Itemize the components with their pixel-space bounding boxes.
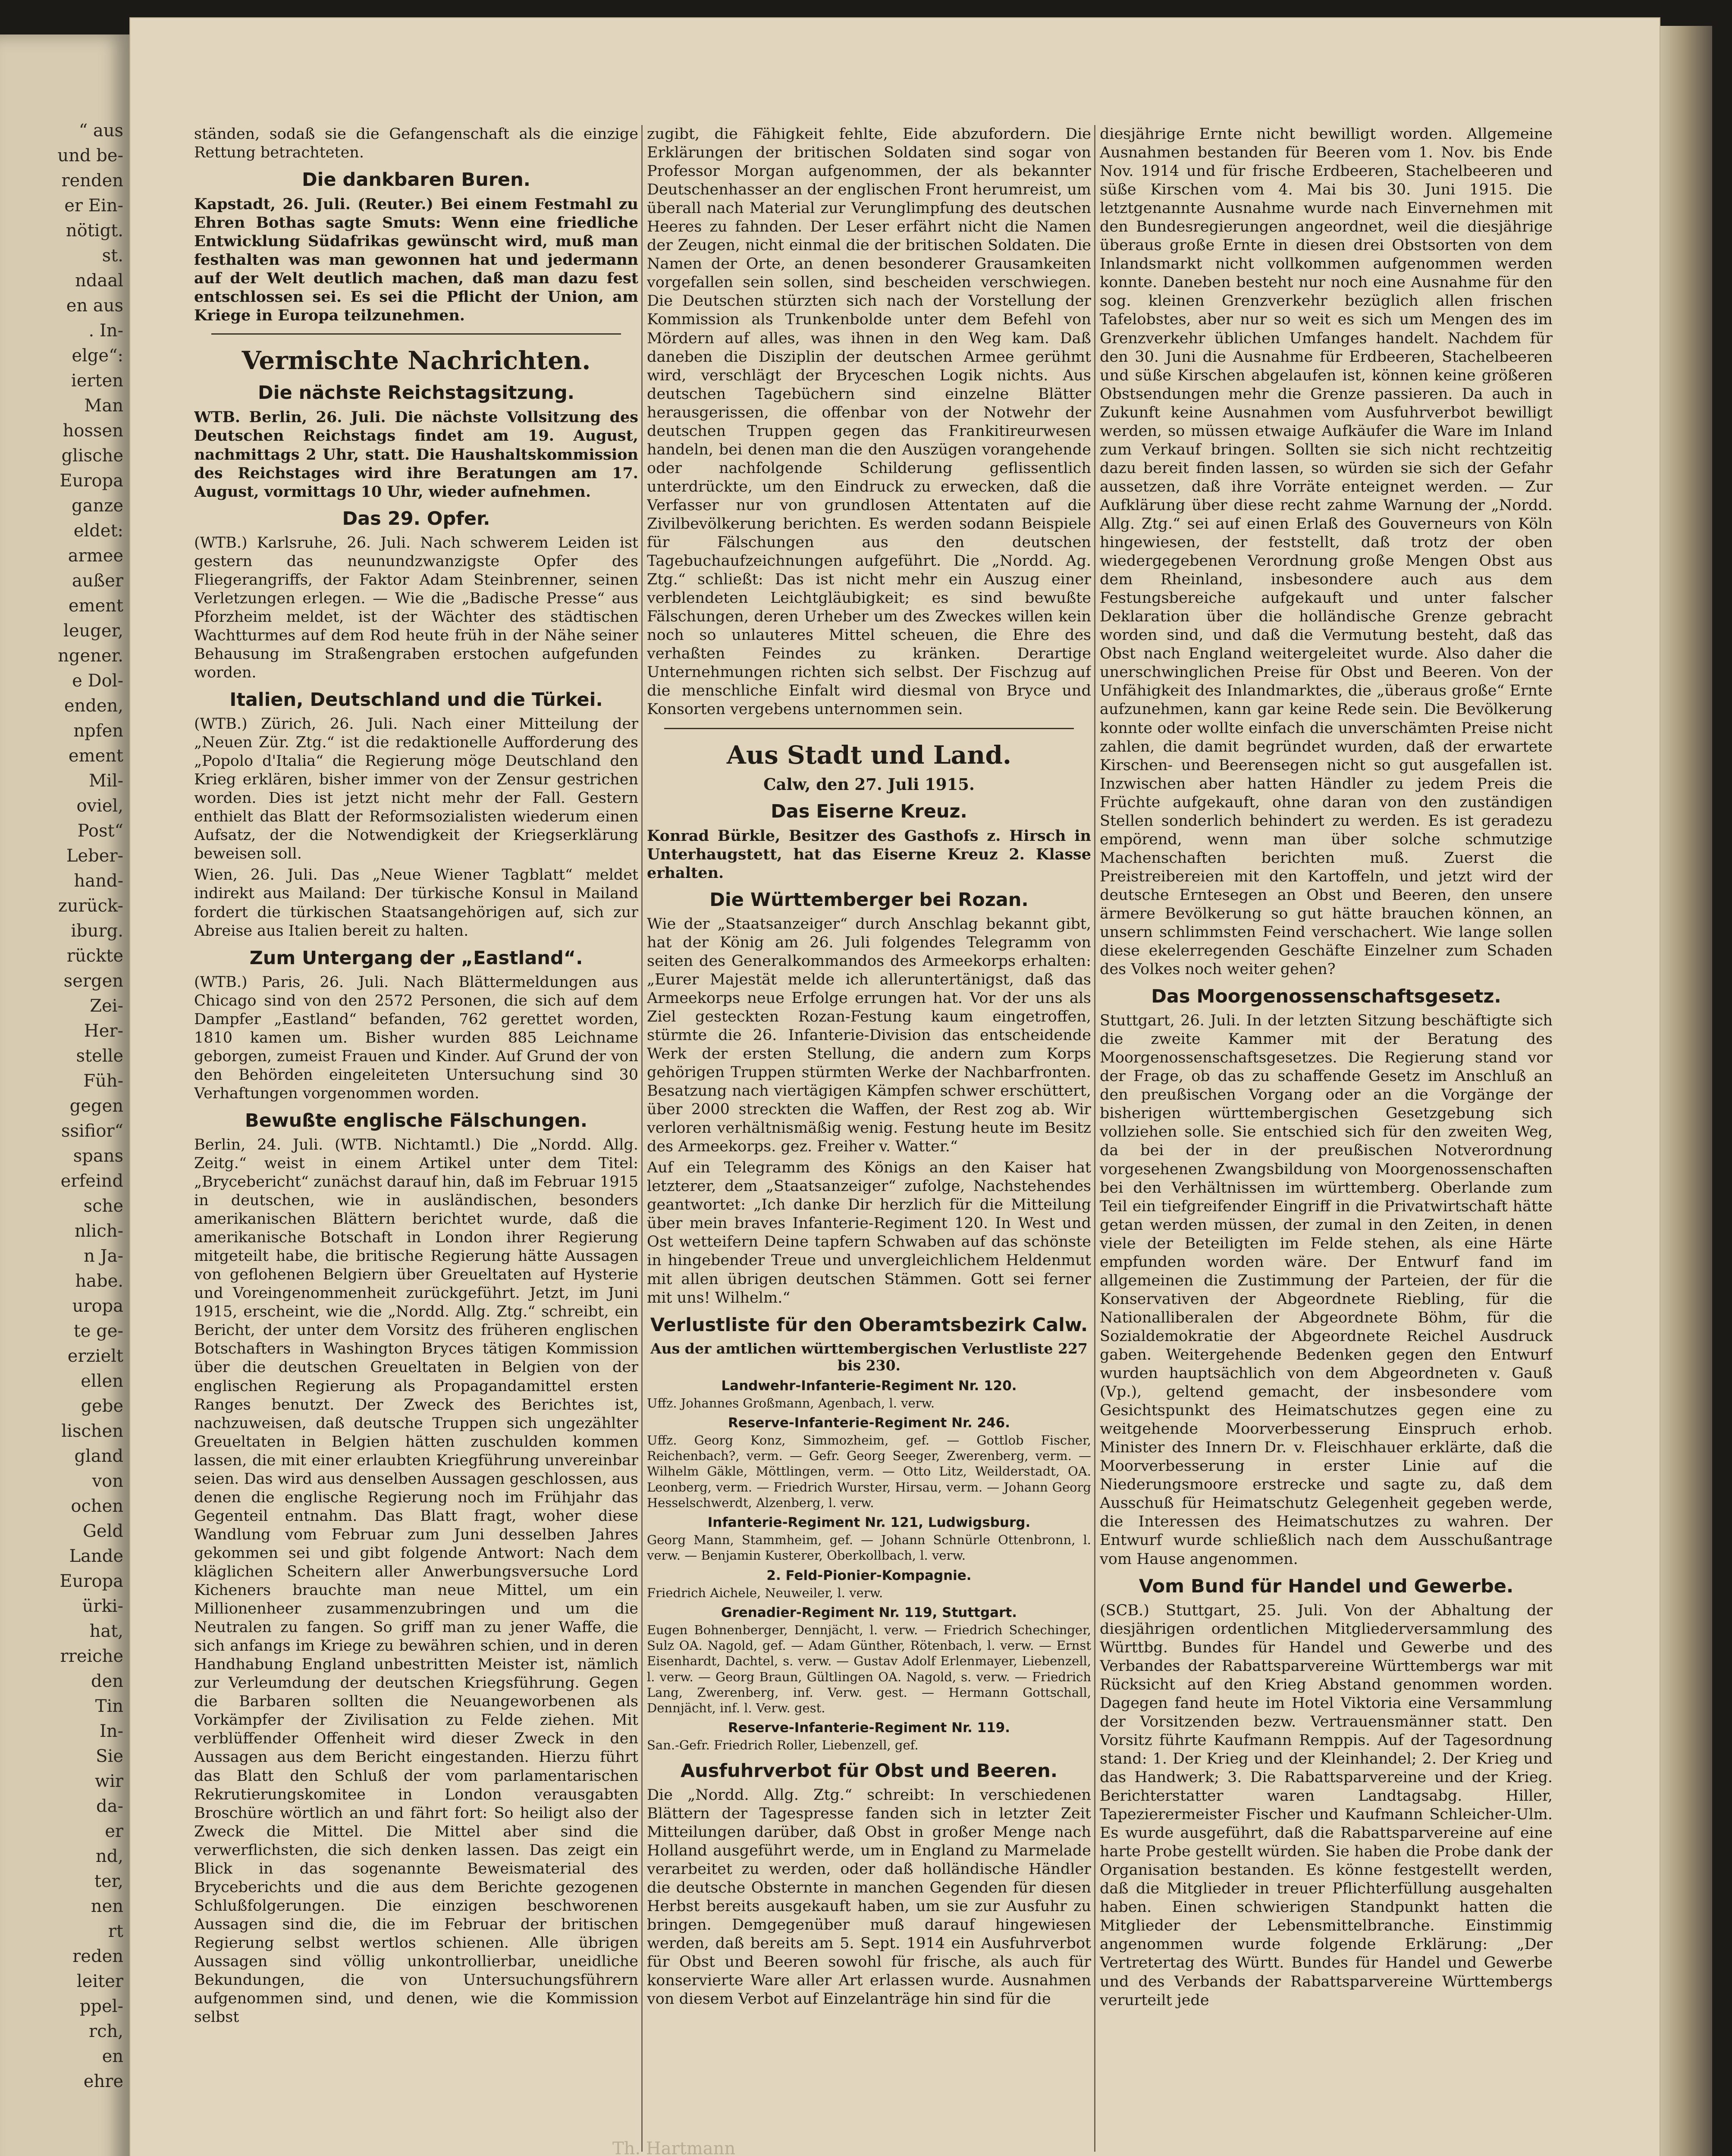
edge-fragment: spans — [73, 1146, 123, 1166]
edge-fragment: npfen — [73, 721, 123, 741]
headline-buren: Die dankbaren Buren. — [301, 169, 531, 191]
edge-fragment: er Ein- — [64, 196, 123, 216]
edge-fragment: Post“ — [77, 821, 123, 841]
edge-fragment: ement — [68, 746, 123, 766]
edge-fragment: rückte — [66, 946, 123, 966]
headline-rozan: Die Württemberger bei Rozan. — [709, 889, 1029, 911]
edge-fragment: den — [91, 1671, 123, 1691]
article-opfer: (WTB.) Karlsruhe, 26. Juli. Nach schwerem Leiden ist gestern das neunundzwanzigste Opfer des Fliegerangriffs, der Faktor Adam Steinbrenner, seinen Verletzungen erlegen. — Wie die „Badische Presse“ aus Pforzheim meldet, ist der Wächter des städtischen Wachtturmes auf dem Rod heute früh in der Nähe seiner Behausung im Straßengraben erstochen aufgefunden worden. — [194, 534, 638, 681]
edge-fragment: wir — [94, 1771, 123, 1791]
edge-fragment: . In- — [88, 321, 123, 341]
article-continuation: diesjährige Ernte nicht bewilligt worden. Allgemeine Ausnahmen bestanden für Beeren vom 1. Nov. bis Ende Nov. 1914 und für frische Erdbeeren, Stachelbeeren und süße Kirschen vom 4. Mai bis 30. Juni 1915. Die letztgenannte Ausnahme wurde nach Einvernehmen mit den Bundesregierungen angeordnet, weil die diesjährige überaus große Ernte in diesen drei Obstsorten von dem Inlandsmarkt nicht vollkommen aufgenommen werden konnte. Daneben besteht nur noch eine Ausnahme für den sog. kleinen Grenzverkehr bezüglich allen frischen Tafelobstes, aber nur so weit es sich um Mengen des im Grenzverkehr üblichen Umfanges handelt. Nachdem für den 30. Juni die Ausnahme für Erdbeeren, Stachelbeeren und süße Kirschen abgelaufen ist, können keine größeren Obstsendungen mehr die Grenze passieren. Da auch in Zukunft keine Ausnahmen vom Ausfuhrverbot bewilligt werden, so müssen etwaige Aufkäufer die Ware im Inland zum Verkauf bringen. Sollten sie sich nicht rechtzeitig dazu bereit finden lassen, so würden sie sich der Gefahr aussetzen, daß ihre Vorräte enteignet werden. — Zur Aufklärung über diese recht zahme Warnung der „Nordd. Allg. Ztg.“ sei auf einen Erlaß des Gouverneurs von Köln hingewiesen, der feststellt, daß trotz der oben wiedergegebenen Verordnung große Mengen Obst aus dem Rheinland, insbesondere auch aus dem Festungsbereiche aufgekauft und unter falscher Deklaration über die holländische Grenze gebracht worden sind, und daß die Vermutung besteht, daß das Obst nach England weitergeleitet wurde. Also daher die unerschwinglichen Preise für Obst und Beeren. Von der Unfähigkeit des Inlandmarktes, die „überaus große“ Ernte aufzunehmen, kann gar keine Rede sein. Die Bevölkerung konnte oder wollte einfach die unverschämten Preise nicht zahlen, die damit begründet wurden, daß der erwartete Kirschen- und Beerensegen nicht so gut ausgefallen ist. Inzwischen aber hatten Händler zu jedem Preis die Früchte aufgekauft, ohne daran von den zuständigen Stellen sonderlich behindert zu werden. Es ist geradezu empörend, wenn man über solche schmutzige Machenschaften berichten muß. Zuerst die Preistreibereien mit den Kartoffeln, und jetzt wird der deutsche Erntesegen an Obst und Beeren, den unsere ärmere Bevölkerung so gut hätte brauchen können, an unsern schlimmsten Feind verschachert. Wie lange sollen diese ekelerregenden Geschäfte Einzelner zum Schaden des Volkes noch weiter gehen? — [1100, 125, 1553, 978]
edge-fragment: hand- — [74, 871, 123, 891]
edge-fragment: nd, — [95, 1846, 123, 1866]
edge-fragment: ter, — [94, 1871, 123, 1891]
section-divider — [664, 728, 1074, 729]
edge-fragment: “ aus — [78, 121, 123, 141]
page-edge — [1660, 26, 1712, 2156]
edge-fragment: ehre — [83, 2071, 123, 2091]
article-ausfuhrverbot: Die „Nordd. Allg. Ztg.“ schreibt: In verschiedenen Blättern der Tagespresse fanden sich in letzter Zeit Mitteilungen darüber, daß Obst in großer Menge nach Holland ausgeführt werde, um in England zu Marmelade verarbeitet zu werden, oder daß holländische Händler die deutsche Obsternte in manchen Gegenden für diesen Herbst bereits ausgekauft haben, um sie zur Ausfuhr zu bringen. Demgegenüber muß darauf hingewiesen werden, daß bereits am 5. Sept. 1914 ein Ausfuhrverbot für Obst und Beeren sowohl für frische, als auch für konservierte Ware aller Art erlassen wurde. Ausnahmen von diesem Verbot auf Einzelanträge hin sind für die — [647, 1786, 1091, 2008]
casualty-list: Friedrich Aichele, Neuweiler, l. verw. — [647, 1585, 883, 1600]
edge-fragment: Füh- — [83, 1071, 123, 1091]
edge-fragment: Europa — [60, 471, 123, 491]
article-moorgenossenschaft: Stuttgart, 26. Juli. In der letzten Sitzung beschäftigte sich die zweite Kammer mit der Beratung des Moorgenossenschaftsgesetzes. Die Regierung stand vor der Frage, ob das zu schaffende Gesetz im Anschluß an den preußischen Vorgang oder an die Vorgänge der bisherigen württembergischen Gesetzgebung sich vollziehen solle. Sie entschied sich für den zweiten Weg, da bei der in der preußischen Notverordnung vorgesehenen Zwangsbildung von Moorgenossenschaften bei den Verhältnissen im württemberg. Oberlande zum Teil ein tiefgreifender Eingriff in die Privatwirtschaft hätte getan werden müssen, der zumal in den Zeiten, in denen viele der Beteiligten im Felde stehen, als eine Härte empfunden worden wäre. Der Entwurf fand im allgemeinen die Zustimmung der Parteien, der für die Konservativen der Abgeordnete Riebling, für die Nationalliberalen der Abgeordnete Böhm, für die Sozialdemokratie der Abgeordnete Reichel Ausdruck gaben. Weitergehende Bedenken gegen den Entwurf wurden hauptsächlich von dem Abgeordneten v. Gauß (Vp.), geltend gemacht, der insbesondere vom Gesichtspunkt des Heimatschutzes gegen eine zu weitgehende Moorverbesserung Einspruch erhob. Minister des Innern Dr. v. Fleischhauer erklärte, daß die Moorverbesserung in erster Linie auf die Niederungsmoore erstrecke und sagte zu, daß dem Ausschuß für Heimatschutz Gelegenheit gegeben werde, die Interessen des Heimatschutzes zu wahren. Der Entwurf wurde schließlich nach dem Ausschußantrage vom Hause angenommen. — [1100, 1012, 1553, 1568]
edge-fragment: ppel- — [79, 1996, 123, 2016]
edge-fragment: und be- — [57, 146, 123, 166]
section-title-stadt-und-land: Aus Stadt und Land. — [726, 740, 1012, 770]
previous-page-edge — [0, 34, 129, 2156]
edge-fragment: sergen — [63, 971, 123, 991]
edge-fragment: hossen — [63, 421, 123, 441]
edge-fragment: rreiche — [60, 1646, 123, 1666]
headline-bund-handel: Vom Bund für Handel und Gewerbe. — [1139, 1575, 1514, 1597]
casualty-list: Eugen Bohnenberger, Dennjächt, l. verw. — Friedrich Schechinger, Sulz OA. Nagold, gef. — Adam Günther, Rötenbach, l. verw. — Ernst Eisenhardt, Dachtel, s. verw. — Gustav Adolf Erlenmayer, Liebenzell, l. verw. — Georg Braun, Gültlingen OA. Nagold, s. verw. — Friedrich Lang, Zwerenberg, inf. Verw. gest. — Hermann Gottschall, Dennjächt, inf. l. Verw. gest. — [647, 1622, 1091, 1716]
section-divider — [211, 333, 621, 335]
article-faelschungen: Berlin, 24. Juli. (WTB. Nichtamtl.) Die „Nordd. Allg. Zeitg.“ weist in einem Artikel unter dem Titel: „Brycebericht“ zunächst darauf hin, daß im Februar 1915 in deutschen, wie in ausländischen, besonders amerikanischen Blättern berichtet wurde, daß die amerikanische Botschaft in London ihrer Regierung mitgeteilt habe, die britische Regierung hätte Aussagen von geflohenen Belgiern über Greueltaten auf Hysterie und Voreingenommenheit zurückgeführt. Jetzt, im Juni 1915, erscheint, wie die „Nordd. Allg. Ztg.“ schreibt, ein Bericht, der unter dem Vorsitz des früheren englischen Botschafters in Washington Bryces tätigen Kommission über die deutschen Greueltaten in Belgien von der englischen Regierung als Propagandamittel ersten Ranges benutzt. Der Zweck des Berichtes ist, nachzuweisen, daß deutsche Truppen sich ungezählter Greueltaten in Belgien hätten zuschulden kommen lassen, die mit einer erlaubten Kriegführung unvereinbar seien. Das wird aus denselben Aussagen geschlossen, aus denen die englische Regierung noch im Frühjahr das Gegenteil entnahm. Das Blatt fragt, woher diese Wandlung vom Februar zum Juni desselben Jahres gekommen sei und gibt folgende Antwort: Nach dem kläglichen Scheitern aller Anwerbungsversuche Lord Kicheners brauchte man neue Mittel, um ein Millionenheer zusammenzubringen und um die Neutralen zu fangen. So griff man zu jener Waffe, die sich anfangs im Kriege zu bewähren schien, und in deren Handhabung England unbestritten Meister ist, nämlich zur Verleumdung der deutschen Kriegsführung. Gegen die Barbaren sollten die Neuangeworbenen als Vorkämpfer der Zivilisation zu Felde ziehen. Mit verblüffender Offenheit wird dieser Zweck in den Aussagen aus dem Bericht eingestanden. Hierzu führt das Blatt den Schluß der vom parlamentarischen Rekrutierungskomitee in London verausgabten Broschüre wörtlich an und fährt fort: So heiligt also der Zweck die Mittel. Die Mittel aber sind die verwerflichsten, die sich denken lassen. Das zeigt ein Blick in das sogenannte Beweismaterial des Bryceberichts und die aus dem Berichte gezogenen Schlußfolgerungen. Die einzigen beschworenen Aussagen sind die, die im Februar der britischen Regierung selbst wertlos schienen. Alle übrigen Aussagen sind völlig unkontrollierbar, uneidliche Bekundungen, die von Untersuchungsführern aufgenommen sind, und denen, wie die Kommission selbst — [194, 1136, 638, 2026]
edge-fragment: von — [92, 1471, 123, 1491]
edge-fragment: gebe — [81, 1396, 123, 1416]
headline-eisernes-kreuz: Das Eiserne Kreuz. — [771, 800, 967, 822]
edge-fragment: Leber- — [66, 846, 123, 866]
headline-faelschungen: Bewußte englische Fälschungen. — [245, 1109, 588, 1131]
headline-moorgenossenschaft: Das Moorgenossenschaftsgesetz. — [1151, 986, 1501, 1008]
article-continuation: ständen, sodaß sie die Gefangenschaft als die einzige Rettung betrachteten. — [194, 125, 638, 162]
article-continuation: zugibt, die Fähigkeit fehlte, Eide abzufordern. Die Erklärungen der britischen Soldaten sind sogar von Professor Morgan aufgenommen, der als bekannter Deutschenhasser an der englischen Front herumreist, um überall nach Material zur Verunglimpfung des deutschen Heeres zu fahnden. Der Leser erfährt nicht die Namen der Zeugen, nicht einmal die der britischen Soldaten. Die Namen der Orte, an denen besonderer Grausamkeiten vorgefallen sein sollen, sind bescheiden verschwiegen. Die Deutschen stürzten sich nach der Vorstellung der Kommission als Trunkenbolde unter dem Befehl von Mördern auf alles, was ihnen in den Weg kam. Daß daneben die Disziplin der deutschen Armee gerühmt wird, verschlägt der Bryceschen Logik nichts. Aus deutschen Tagebüchern sind einzelne Blätter herausgerissen, die offenbar von der Notwehr der deutschen Truppen gegen das Frankitireurwesen handeln, bei denen man die den Auszügen vorangehende oder nachfolgende Schilderung geflissentlich unterdrückte, um den Eindruck zu erwecken, daß die Verfasser nur von grundlosen Attentaten auf die Zivilbevölkerung berichten. Es werden sodann Beispiele für Fälschungen aus den deutschen Tagebuchaufzeichnungen aufgeführt. Die „Nordd. Ag. Ztg.“ schließt: Das ist nicht mehr ein Auszug einer verblendeten Leichtgläubigkeit; es sind bewußte Fälschungen, deren Urheber um des Zweckes willen kein noch so unlauteres Mittel scheuen, die Ehre des verhaßten Feindes zu kränken. Derartige Unternehmungen richten sich selbst. Der Fischzug auf die menschliche Einfalt wird diesmal von Bryce und Konsorten vergebens unternommen sein. — [647, 125, 1091, 718]
edge-fragment: nen — [91, 1896, 123, 1916]
edge-fragment: erzielt — [67, 1346, 123, 1366]
edge-fragment: gegen — [69, 1096, 123, 1116]
article-eastland: (WTB.) Paris, 26. Juli. Nach Blättermeldungen aus Chicago sind von den 2572 Personen, die sich auf dem Dampfer „Eastland“ befanden, 762 gerettet worden, 1810 kamen um. Bisher wurden 885 Leichname geborgen, zumeist Frauen und Kinder. Auf Grund der von den Behörden eingeleiteten Untersuchung sind 30 Verhaftungen vorgenommen worden. — [194, 973, 638, 1102]
edge-fragment: uropa — [72, 1296, 123, 1316]
edge-fragment: ssifior“ — [61, 1121, 123, 1141]
edge-fragment: ürki- — [82, 1596, 123, 1616]
edge-fragment: er — [105, 1821, 123, 1841]
edge-fragment: ochen — [71, 1496, 123, 1516]
edge-fragment: Europa — [60, 1571, 123, 1591]
edge-fragment: gland — [74, 1446, 123, 1466]
headline-verlustliste: Verlustliste für den Oberamtsbezirk Calw. — [650, 1314, 1088, 1336]
edge-fragment: e Dol- — [72, 671, 123, 691]
edge-fragment: ellen — [81, 1371, 123, 1391]
edge-fragment: rch, — [89, 2021, 123, 2041]
casualty-list: San.-Gefr. Friedrich Roller, Liebenzell, gef. — [647, 1738, 919, 1753]
edge-fragment: nötigt. — [66, 221, 123, 241]
edge-fragment: st. — [102, 246, 123, 266]
article-reichstag: WTB. Berlin, 26. Juli. Die nächste Vollsitzung des Deutschen Reichstags findet am 19. August, nachmittags 2 Uhr, statt. Die Haushaltskommission des Reichstages wird ihre Beratungen am 17. August, vormittags 10 Uhr, wieder aufnehmen. — [194, 408, 638, 501]
article-italien-2: Wien, 26. Juli. Das „Neue Wiener Tagblatt“ meldet indirekt aus Mailand: Der türkische Konsul in Mailand fordert die türkischen Staatsangehörigen auf, sich zur Abreise aus Italien bereit zu halten. — [194, 866, 638, 940]
edge-fragment: ierten — [71, 371, 123, 391]
article-buren: Kapstadt, 26. Juli. (Reuter.) Bei einem Festmahl zu Ehren Bothas sagte Smuts: Wenn eine friedliche Entwicklung Südafrikas gewünscht wird, muß man festhalten was man gewonnen hat und jedermann auf der Welt deutlich machen, daß man dazu fest entschlossen sei. Es sei die Pflicht der Union, am Kriege in Europa teilzunehmen. — [194, 195, 638, 325]
headline-reichstag: Die nächste Reichstagsitzung. — [258, 382, 574, 404]
article-rozan-2: Auf ein Telegramm des Königs an den Kaiser hat letzterer, dem „Staatsanzeiger“ zufolge, Nachstehendes geantwortet: „Ich danke Dir herzlich für die Mitteilung über mein braves Infanterie-Regiment 120. In West und Ost wetteifern Deine tapfern Schwaben auf das schönste in hingebender Treue und unvergleichlichem Heldenmut mit allen übrigen deutschen Stämmen. Gott sei ferner mit uns! Wilhelm.“ — [647, 1159, 1091, 1307]
edge-fragment: nlich- — [74, 1221, 123, 1241]
edge-fragment: renden — [61, 171, 123, 191]
edge-fragment: ngener. — [58, 646, 123, 666]
casualty-list: Georg Mann, Stammheim, gef. — Johann Schnürle Ottenbronn, l. verw. — Benjamin Kusterer, Oberkollbach, l. verw. — [647, 1532, 1091, 1563]
bleed-through-text: Th. Hartmann — [612, 2139, 736, 2156]
edge-fragment: eldet: — [73, 521, 123, 541]
edge-fragment: en aus — [66, 296, 123, 316]
edge-fragment: iburg. — [71, 921, 123, 941]
column-rule — [641, 125, 643, 2152]
regiment-heading: Landwehr-Infanterie-Regiment Nr. 120. — [721, 1378, 1017, 1394]
column-3 — [1100, 125, 1553, 2156]
edge-fragment: leiter — [76, 1971, 123, 1991]
edge-fragment: n Ja- — [84, 1246, 123, 1266]
headline-eastland: Zum Untergang der „Eastland“. — [249, 947, 583, 969]
edge-fragment: lischen — [61, 1421, 123, 1441]
edge-fragment: enden, — [64, 696, 123, 716]
edge-fragment: Geld — [82, 1521, 123, 1541]
edge-fragment: leuger, — [63, 621, 123, 641]
edge-fragment: Mil- — [88, 771, 123, 791]
article-italien-1: (WTB.) Zürich, 26. Juli. Nach einer Mitteilung der „Neuen Zür. Ztg.“ ist die redaktionelle Aufforderung des „Popolo d'Italia“ die Regierung möge Deutschland den Krieg erklären, bisher immer von der Zensur gestrichen worden. Dies ist jetzt nicht mehr der Fall. Gestern enthielt das Blatt der Reformsozialisten wiederum einen Aufsatz, der die Notwendigkeit der Kriegserklärung beweisen soll. — [194, 715, 638, 863]
regiment-heading: Reserve-Infanterie-Regiment Nr. 246. — [728, 1415, 1010, 1431]
edge-fragment: da- — [96, 1796, 123, 1816]
regiment-heading: Infanterie-Regiment Nr. 121, Ludwigsburg. — [707, 1515, 1031, 1531]
edge-fragment: Tin — [95, 1696, 123, 1716]
edge-fragment: te ge- — [73, 1321, 123, 1341]
column-2 — [647, 125, 1091, 2156]
article-eisernes-kreuz: Konrad Bürkle, Besitzer des Gasthofs z. Hirsch in Unterhaugstett, hat das Eiserne Kreuz 2. Klasse erhalten. — [647, 827, 1091, 882]
edge-fragment: außer — [72, 571, 123, 591]
headline-opfer: Das 29. Opfer. — [342, 508, 490, 530]
edge-fragment: sche — [83, 1196, 123, 1216]
regiment-heading: Reserve-Infanterie-Regiment Nr. 119. — [728, 1720, 1010, 1736]
edge-fragment: rt — [108, 1921, 123, 1941]
newspaper-page — [129, 17, 1660, 2156]
edge-fragment: ndaal — [75, 271, 123, 291]
edge-fragment: zurück- — [58, 896, 123, 916]
article-bund-handel: (SCB.) Stuttgart, 25. Juli. Von der Abhaltung der diesjährigen ordentlichen Mitgliederversammlung des Württbg. Bundes für Handel und Gewerbe und des Verbandes der Rabattsparvereine Württembergs war mit Rücksicht auf den Krieg Abstand genommen worden. Dagegen fand heute im Hotel Viktoria eine Versammlung der Vorsitzenden bezw. Vertrauensmänner statt. Den Vorsitz führte Kaufmann Remppis. Auf der Tagesordnung stand: 1. Der Krieg und der Kleinhandel; 2. Der Krieg und das Handwerk; 3. Die Rabattsparvereine und der Krieg. Berichterstatter waren Landtagsabg. Hiller, Tapezierermeister Fischer und Kaufmann Schleicher-Ulm. Es wurde ausgeführt, daß die Rabattsparvereine auf eine harte Probe gestellt würden. Sie haben die Probe dank der Organisation bestanden. Es könne festgestellt werden, daß die Mitglieder in treuer Pflichterfüllung ausgehalten haben. Einen schwierigen Standpunkt hatten die Mitglieder der Lebensmittelbranche. Einstimmig angenommen wurde folgende Erklärung: „Der Vertretertag des Württ. Bundes für Handel und Gewerbe und des Verbands der Rabattsparvereine Württembergs verurteilt jede — [1100, 1601, 1553, 2009]
edge-fragment: Man — [84, 396, 123, 416]
edge-fragment: In- — [99, 1721, 123, 1741]
edge-fragment: stelle — [76, 1046, 123, 1066]
section-title-vermischte: Vermischte Nachrichten. — [242, 346, 591, 376]
headline-italien: Italien, Deutschland und die Türkei. — [229, 689, 603, 711]
edge-fragment: glische — [61, 446, 123, 466]
edge-fragment: ement — [68, 596, 123, 616]
casualty-list: Uffz. Georg Konz, Simmozheim, gef. — Gottlob Fischer, Reichenbach?, verm. — Gefr. Georg Seeger, Zwerenberg, verm. — Wilhelm Gäkle, Möttlingen, verm. — Otto Litz, Weilderstadt, OA. Leonberg, verm. — Friedrich Wurster, Hirsau, verm. — Johann Georg Hesselschwerdt, Alzenberg, l. verw. — [647, 1432, 1091, 1510]
edge-fragment: oviel, — [76, 796, 123, 816]
edge-fragment: reden — [72, 1946, 123, 1966]
edge-fragment: habe. — [75, 1271, 123, 1291]
article-rozan-1: Wie der „Staatsanzeiger“ durch Anschlag bekannt gibt, hat der König am 26. Juli folgendes Telegramm von seiten des Generalkommandos des Armeekorps erhalten: „Eurer Majestät melde ich alleruntertänigst, daß das Armeekorps neue Erfolge errungen hat. Vor der uns als Ziel gesteckten Rozan-Festung kaum eingetroffen, stürmte die 26. Infanterie-Division das entscheidende Werk der ersten Stellung, die andern zum Korps gehörigen Truppen stürmten Werke der Nachbarfronten. Besatzung nach viertägigen Kämpfen schwer erschüttert, über 2000 streckten die Waffen, der Rest zog ab. Wir verloren verhältnismäßig wenig. Festung heute im Besitz des Armeekorps. gez. Freiher v. Watter.“ — [647, 915, 1091, 1156]
regiment-heading: Grenadier-Regiment Nr. 119, Stuttgart. — [721, 1604, 1017, 1620]
column-rule — [1094, 125, 1095, 2152]
edge-fragment: hat, — [89, 1621, 123, 1641]
regiment-heading: 2. Feld-Pionier-Kompagnie. — [766, 1567, 972, 1583]
edge-fragment: armee — [68, 546, 123, 566]
edge-fragment: erfeind — [60, 1171, 123, 1191]
edge-fragment: Her- — [84, 1021, 123, 1041]
casualty-list: Uffz. Johannes Großmann, Agenbach, l. verw. — [647, 1395, 935, 1410]
verlustliste-subtitle: Aus der amtlichen württembergischen Verlustliste 227 bis 230. — [650, 1340, 1088, 1374]
dateline: Calw, den 27. Juli 1915. — [763, 774, 975, 794]
edge-fragment: Sie — [96, 1746, 123, 1766]
edge-fragment: en — [102, 2046, 123, 2066]
edge-fragment: ganze — [72, 496, 123, 516]
edge-fragment: Lande — [69, 1546, 123, 1566]
edge-fragment: Zei- — [90, 996, 123, 1016]
column-1 — [194, 125, 638, 2156]
headline-ausfuhrverbot: Ausfuhrverbot für Obst und Beeren. — [680, 1760, 1058, 1782]
edge-fragment: elge“: — [72, 346, 123, 366]
